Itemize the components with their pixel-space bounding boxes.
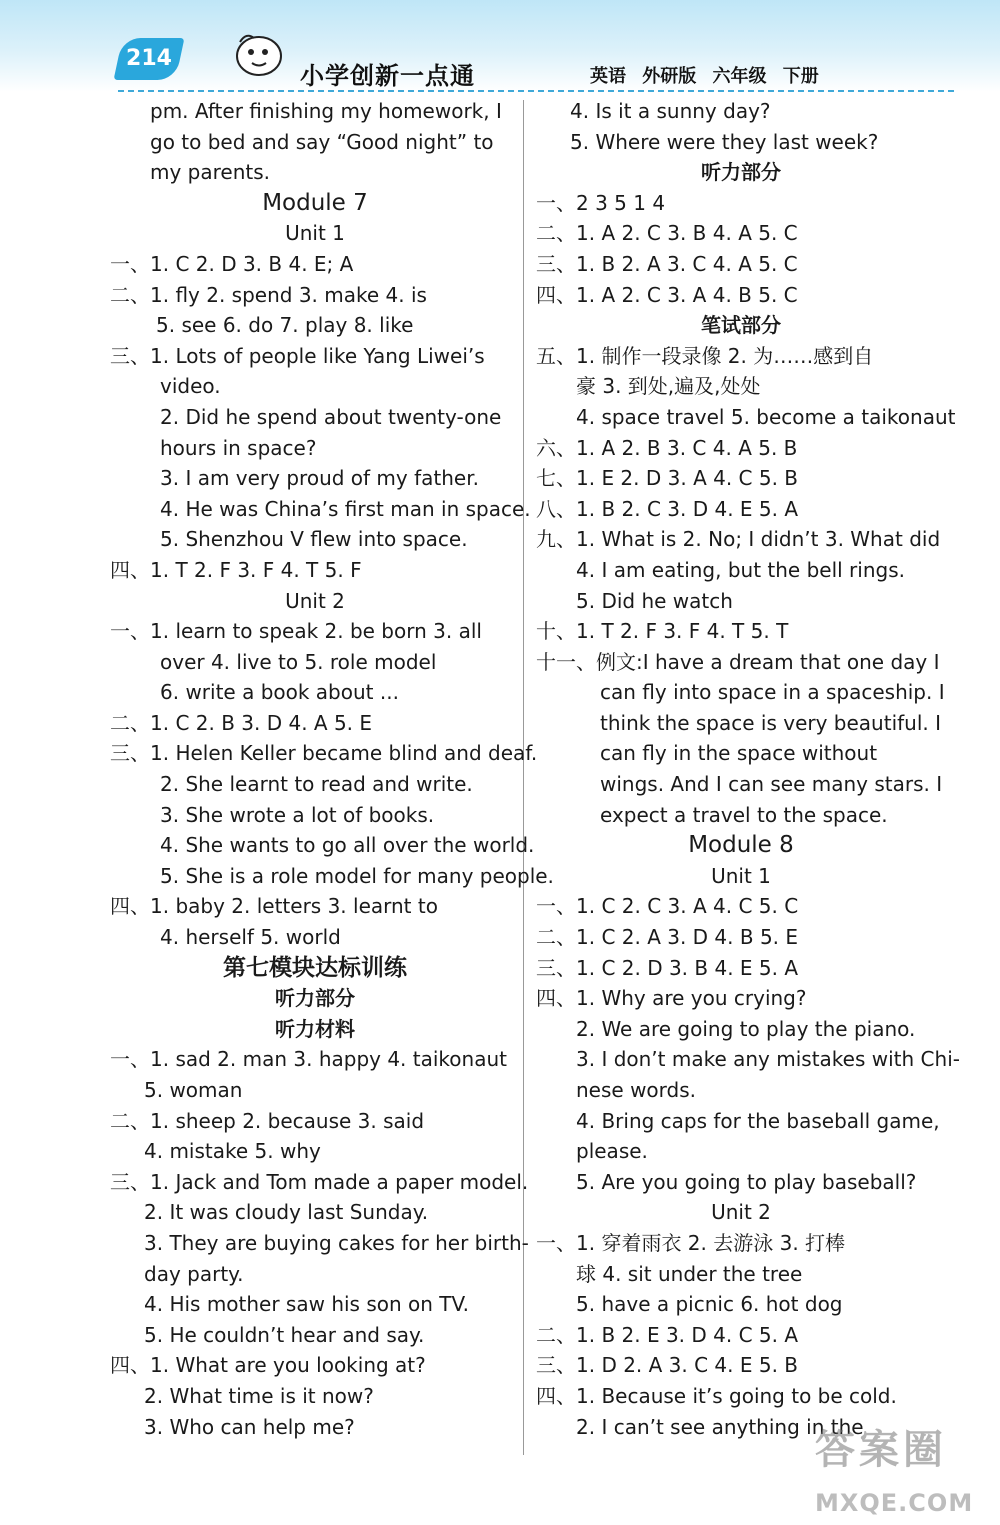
unit-heading: Unit 2 — [285, 588, 345, 613]
answer-line: 6. write a book about ... — [160, 680, 399, 705]
answer-line: 四、1. T 2. F 3. F 4. T 5. F — [110, 557, 362, 582]
answer-line: 四、1. baby 2. letters 3. learnt to — [110, 894, 438, 919]
answer-line: 5. Did he watch — [576, 588, 733, 613]
answer-line: 3. I am very proud of my father. — [160, 466, 479, 491]
answer-line: 3. She wrote a lot of books. — [160, 802, 435, 827]
answer-line: 三、1. B 2. A 3. C 4. A 5. C — [536, 251, 798, 276]
answer-line: 二、1. B 2. E 3. D 4. C 5. A — [536, 1322, 799, 1347]
text-line: go to bed and say “Good night” to — [150, 129, 494, 154]
answer-line: expect a travel to the space. — [600, 802, 888, 827]
answer-line: 2. It was cloudy last Sunday. — [144, 1200, 429, 1225]
answer-line: 一、1. sad 2. man 3. happy 4. taikonaut — [110, 1047, 507, 1072]
answer-line: nese words. — [576, 1078, 696, 1102]
answer-line: 九、1. What is 2. No; I didn’t 3. What did — [536, 527, 941, 552]
answer-line: 十一、例文:I have a dream that one day I — [536, 649, 940, 674]
section-subtitle: 听力部分 — [275, 986, 355, 1011]
answer-line: 5. see 6. do 7. play 8. like — [156, 313, 414, 338]
left-column — [110, 96, 554, 1442]
answer-line: 三、1. D 2. A 3. C 4. E 5. B — [536, 1353, 799, 1378]
answer-line: 5. He couldn’t hear and say. — [144, 1322, 425, 1347]
section-subtitle: 听力材料 — [275, 1016, 355, 1041]
answer-line: 二、1. C 2. A 3. D 4. B 5. E — [536, 925, 799, 950]
answer-line: 4. He was China’s first man in space. — [160, 496, 531, 521]
answer-line: 二、1. C 2. B 3. D 4. A 5. E — [110, 710, 373, 735]
answer-line: 5. have a picnic 6. hot dog — [576, 1292, 843, 1317]
answer-line: 4. Is it a sunny day? — [570, 99, 771, 123]
answer-line: can fly in the space without — [600, 741, 878, 766]
answer-line: wings. And I can see many stars. I — [600, 772, 943, 797]
answer-line: 2. What time is it now? — [144, 1383, 374, 1408]
section-subtitle: 笔试部分 — [701, 313, 781, 338]
answer-line: 一、1. C 2. D 3. B 4. E; A — [110, 251, 354, 276]
answer-line: 七、1. E 2. D 3. A 4. C 5. B — [536, 466, 799, 491]
answer-line: 十、1. T 2. F 3. F 4. T 5. T — [536, 619, 789, 644]
answer-line: 3. Who can help me? — [144, 1414, 355, 1439]
book-meta: 英语 外研版 六年级 下册 — [590, 66, 819, 87]
unit-heading: Unit 1 — [711, 863, 771, 888]
section-subtitle: 听力部分 — [701, 160, 781, 185]
answer-line: please. — [576, 1139, 648, 1164]
answer-line: 六、1. A 2. B 3. C 4. A 5. B — [536, 435, 798, 460]
answer-line: 3. I don’t make any mistakes with Chi- — [576, 1047, 960, 1072]
page-number: 214 — [126, 46, 172, 71]
answer-line: 一、1. C 2. C 3. A 4. C 5. C — [536, 894, 799, 919]
answer-line: 4. She wants to go all over the world. — [160, 833, 535, 858]
page-header — [0, 0, 1000, 92]
answer-line: 2. She learnt to read and write. — [160, 772, 473, 797]
answer-line: 5. Shenzhou V flew into space. — [160, 527, 468, 552]
answer-line: 2. I can’t see anything in the — [576, 1414, 864, 1439]
module-heading: Module 7 — [262, 189, 368, 216]
answer-line: 三、1. Lots of people like Yang Liwei’s — [110, 343, 485, 368]
watermark-url: MXQE.COM — [815, 1489, 974, 1517]
text-line: my parents. — [150, 160, 271, 185]
answer-line: can fly into space in a spaceship. I — [600, 680, 945, 705]
watermark-text: 答案圈 — [815, 1427, 947, 1473]
answer-line: 二、1. fly 2. spend 3. make 4. is — [110, 282, 427, 307]
answer-line: 4. mistake 5. why — [144, 1139, 321, 1164]
answer-line: 二、1. sheep 2. because 3. said — [110, 1108, 425, 1133]
answer-line: 一、2 3 5 1 4 — [536, 190, 666, 215]
answer-line: hours in space? — [160, 435, 317, 460]
answer-line: 4. Bring caps for the baseball game, — [576, 1108, 940, 1133]
text-line: pm. After finishing my homework, I — [150, 99, 502, 123]
answer-line: day party. — [144, 1261, 244, 1286]
answer-line: 一、1. 穿着雨衣 2. 去游泳 3. 打棒 — [536, 1230, 846, 1255]
answer-line: 球 4. sit under the tree — [576, 1261, 803, 1286]
section-title: 第七模块达标训练 — [223, 954, 407, 981]
header-divider — [118, 90, 954, 92]
answer-line: 五、1. 制作一段录像 2. 为……感到自 — [536, 343, 874, 368]
answer-line: 2. We are going to play the piano. — [576, 1016, 916, 1041]
answer-line: 一、1. learn to speak 2. be born 3. all — [110, 619, 482, 644]
answer-line: 5. woman — [144, 1078, 243, 1102]
answer-line: over 4. live to 5. role model — [160, 649, 437, 674]
unit-heading: Unit 1 — [285, 221, 345, 246]
answer-line: 四、1. Because it’s going to be cold. — [536, 1383, 897, 1408]
answer-line: 3. They are buying cakes for her birth- — [144, 1230, 529, 1255]
answer-line: 4. herself 5. world — [160, 925, 341, 950]
watermark-logo — [815, 1418, 995, 1523]
answer-line: 八、1. B 2. C 3. D 4. E 5. A — [536, 496, 799, 521]
answer-line: 四、1. What are you looking at? — [110, 1353, 426, 1378]
answer-line: video. — [160, 374, 221, 399]
answer-line: 4. I am eating, but the bell rings. — [576, 557, 905, 582]
answer-line: 三、1. Jack and Tom made a paper model. — [110, 1169, 529, 1194]
answer-line: 5. Are you going to play baseball? — [576, 1169, 917, 1194]
unit-heading: Unit 2 — [711, 1200, 771, 1225]
answer-line: think the space is very beautiful. I — [600, 710, 942, 735]
answer-line: 5. Where were they last week? — [570, 129, 879, 154]
answer-line: 四、1. Why are you crying? — [536, 986, 807, 1011]
answer-line: 三、1. Helen Keller became blind and deaf. — [110, 741, 538, 766]
answer-line: 2. Did he spend about twenty-one — [160, 404, 502, 429]
book-title: 小学创新一点通 — [300, 62, 475, 90]
answer-line: 5. She is a role model for many people. — [160, 863, 554, 888]
answer-line: 4. His mother saw his son on TV. — [144, 1292, 469, 1317]
module-heading: Module 8 — [688, 832, 794, 859]
answer-line: 三、1. C 2. D 3. B 4. E 5. A — [536, 955, 799, 980]
answer-line: 4. space travel 5. become a taikonaut — [576, 404, 956, 429]
page-number-badge — [114, 38, 185, 80]
right-column — [536, 96, 960, 1442]
answer-line: 四、1. A 2. C 3. A 4. B 5. C — [536, 282, 798, 307]
answer-line: 二、1. A 2. C 3. B 4. A 5. C — [536, 221, 798, 246]
answer-line: 豪 3. 到处,遍及,处处 — [576, 374, 761, 399]
mascot-icon — [232, 30, 286, 78]
